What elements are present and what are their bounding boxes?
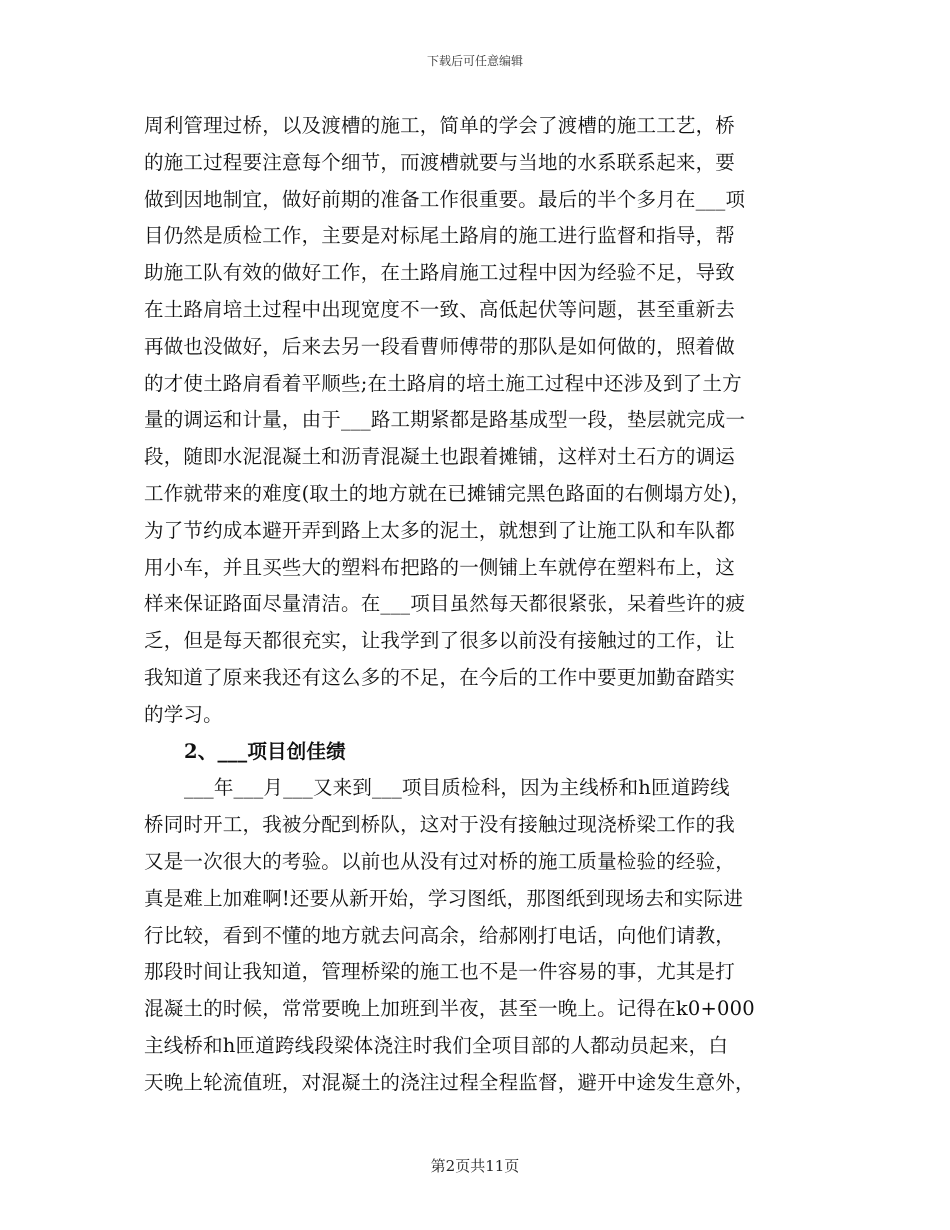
text-line: 乏，但是每天都很充实，让我学到了很多以前没有接触过的工作，让 (144, 629, 736, 653)
text-line: 量的调运和计量，由于___路工期紧都是路基成型一段，垫层就完成一 (144, 408, 746, 432)
text-line: 那段时间让我知道，管理桥梁的施工也不是一件容易的事，尤其是打 (144, 960, 736, 984)
text-line: 又是一次很大的考验。以前也从没有过对桥的施工质量检验的经验， (144, 849, 736, 873)
text-line: 用小车，并且买些大的塑料布把路的一侧铺上车就停在塑料布上，这 (144, 555, 736, 579)
text-line: 桥同时开工，我被分配到桥队，这对于没有接触过现浇桥梁工作的我 (144, 813, 736, 837)
text-line: 我知道了原来我还有这么多的不足，在今后的工作中要更加勤奋踏实 (144, 665, 736, 689)
text-line: 行比较，看到不懂的地方就去问高余，给郝刚打电话，向他们请教， (144, 923, 736, 947)
text-line: ___年___月___又来到___项目质检科，因为主线桥和h匝道跨线 (184, 776, 730, 800)
text-line: 的施工过程要注意每个细节，而渡槽就要与当地的水系联系起来，要 (144, 150, 736, 174)
paragraph-2 (144, 770, 814, 1101)
text-line: 主线桥和h匝道跨线段梁体浇注时我们全项目部的人都动员起来，白 (144, 1033, 729, 1057)
text-line: 周利管理过桥，以及渡槽的施工，简单的学会了渡槽的施工工艺，桥 (144, 114, 736, 137)
text-line: 在土路肩培土过程中出现宽度不一致、高低起伏等问题，甚至重新去 (144, 297, 736, 321)
text-line: 助施工队有效的做好工作，在土路肩施工过程中因为经验不足，导致 (144, 261, 736, 285)
text-line: 为了节约成本避开弄到路上太多的泥土，就想到了让施工队和车队都 (144, 518, 736, 542)
text-line: 工作就带来的难度(取土的地方就在已摊铺完黑色路面的右侧塌方处)， (144, 481, 751, 505)
section-heading: 2、___项目创佳绩 (184, 739, 346, 763)
text-line: 目仍然是质检工作，主要是对标尾土路肩的施工进行监督和指导，帮 (144, 224, 736, 248)
text-line: 做到因地制宜，做好前期的准备工作很重要。最后的半个多月在___项 (144, 187, 746, 211)
text-line: 样来保证路面尽量清洁。在___项目虽然每天都很紧张，呆着些许的疲 (144, 592, 746, 616)
text-line: 段，随即水泥混凝土和沥青混凝土也跟着摊铺，这样对土石方的调运 (144, 445, 736, 469)
text-line: 真是难上加难啊!还要从新开始，学习图纸，那图纸到现场去和实际进 (144, 886, 744, 910)
paragraph-1 (144, 108, 814, 734)
text-line: 再做也没做好，后来去另一段看曹师傅带的那队是如何做的，照着做 (144, 334, 736, 358)
page-header: 下载后可任意编辑 (426, 54, 523, 68)
text-line: 的才使土路肩看着平顺些;在土路肩的培土施工过程中还涉及到了土方 (144, 371, 742, 395)
text-line: 混凝土的时候，常常要晚上加班到半夜，甚至一晚上。记得在k0+000 (144, 997, 755, 1021)
page-footer: 第2页共11页 (430, 1157, 520, 1175)
text-line: 的学习。 (144, 702, 223, 726)
document-body (144, 108, 814, 1102)
text-line: 天晚上轮流值班，对混凝土的浇注过程全程监督，避开中途发生意外， (144, 1070, 755, 1094)
